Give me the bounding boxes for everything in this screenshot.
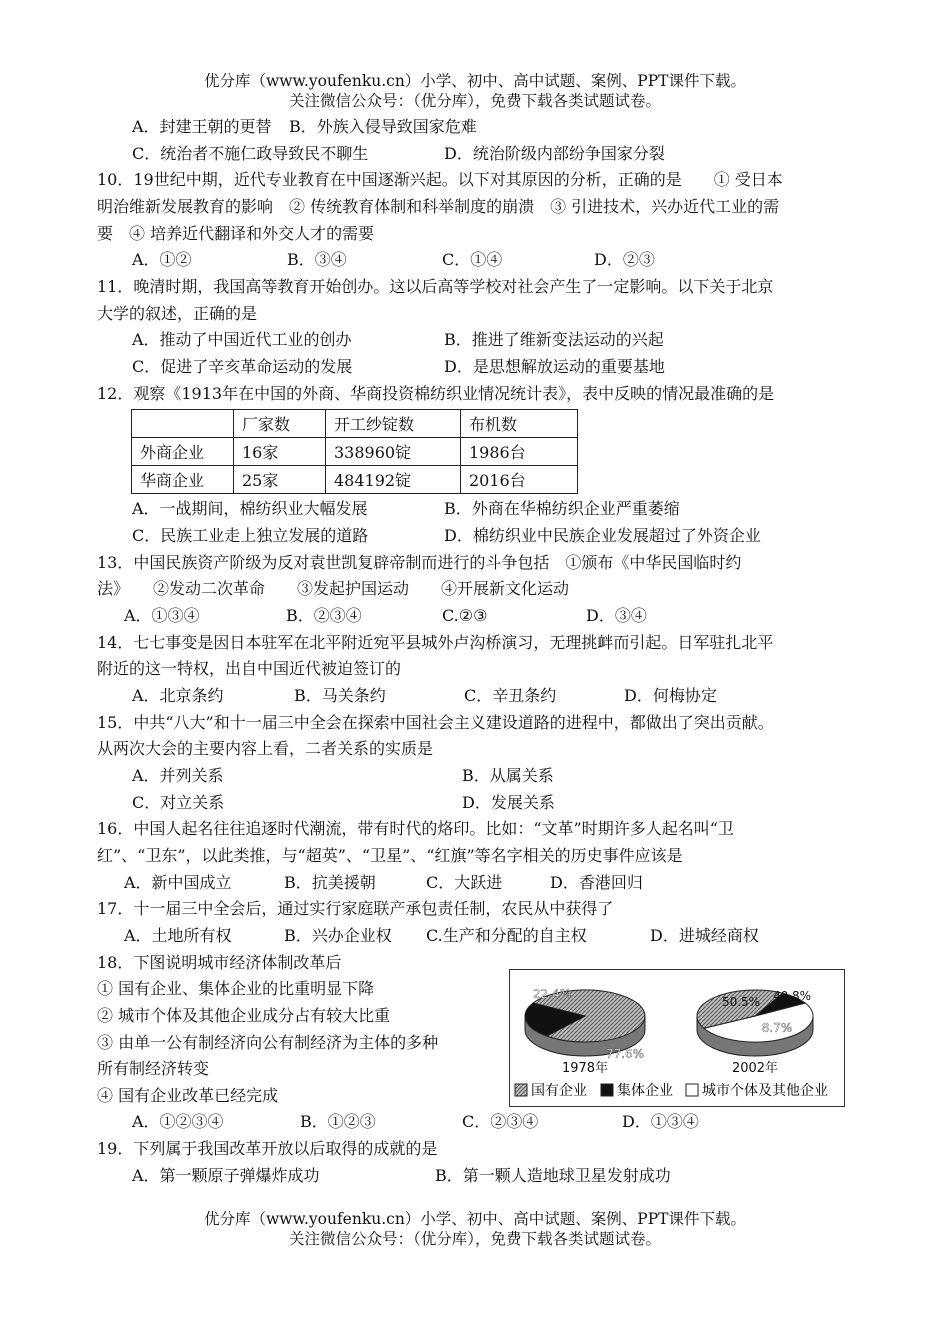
table-header-cell	[132, 410, 234, 438]
q12-statistics-table	[131, 409, 578, 494]
q10-option-a[interactable]: A．①②	[132, 250, 192, 269]
table-header-cell: 厂家数	[234, 410, 326, 438]
q11-stem-line-2: 大学的叙述，正确的是	[97, 304, 258, 323]
q9-option-d[interactable]: D．统治阶级内部纷争国家分裂	[444, 144, 665, 163]
q13-option-a[interactable]: A．①③④	[124, 606, 200, 625]
pie-year-label: 1978年	[561, 1061, 609, 1076]
table-cell: 2016台	[461, 466, 578, 494]
q15-option-b[interactable]: B．从属关系	[462, 766, 554, 785]
q18-option-d[interactable]: D．①③④	[622, 1112, 699, 1131]
pie-data-label: 40.8%	[772, 989, 812, 1003]
q14-option-d[interactable]: D．何梅协定	[624, 686, 717, 705]
table-cell: 华商企业	[132, 466, 234, 494]
pie-data-label: 77.6%	[605, 1047, 645, 1061]
q14-option-c[interactable]: C．辛丑条约	[464, 686, 557, 705]
q15-stem-line-2: 从两次大会的主要内容上看，二者关系的实质是	[97, 739, 434, 758]
q16-option-a[interactable]: A．新中国成立	[124, 873, 232, 892]
q15-option-d[interactable]: D．发展关系	[462, 793, 555, 812]
q12-stem-line-1: 12．观察《1913年在中国的外商、华商投资棉纺织业情况统计表》，表中反映的情况最准确的是	[97, 384, 775, 403]
footer-line-2: 关注微信公众号：（优分库），免费下载各类试题试卷。	[288, 1230, 661, 1248]
q9-option-c[interactable]: C．统治者不施仁政导致民不聊生	[132, 144, 369, 163]
q16-stem-line-2: 红”、“卫东”，以此类推，与“超英”、“卫星”、“红旗”等名字相关的历史事件应该是	[97, 846, 683, 865]
q18-stem-line-1: 18．下图说明城市经济体制改革后	[97, 953, 342, 972]
q15-option-c[interactable]: C．对立关系	[132, 793, 225, 812]
q15-stem-line-1: 15．中共“八大”和十一届三中全会在探索中国社会主义建设道路的进程中，都做出了突出贡献。	[97, 713, 774, 732]
q13-option-c[interactable]: C.②③	[442, 606, 488, 625]
q18-statement-4: ④ 国有企业改革已经完成	[97, 1086, 279, 1105]
legend-label-state: 国有企业	[531, 1083, 587, 1099]
q9-option-a[interactable]: A．封建王朝的更替	[132, 117, 272, 136]
q18-option-a[interactable]: A．①②③④	[132, 1112, 224, 1131]
q9-option-b[interactable]: B．外族入侵导致国家危难	[289, 117, 477, 136]
table-cell: 外商企业	[132, 438, 234, 466]
table-cell: 338960锭	[326, 438, 461, 466]
q17-stem-line-1: 17．十一届三中全会后，通过实行家庭联产承包责任制，农民从中获得了	[97, 899, 614, 918]
pie-chart-svg	[510, 970, 844, 1106]
q11-option-b[interactable]: B．推进了维新变法运动的兴起	[444, 330, 664, 349]
pie-data-label: 50.5%	[721, 995, 761, 1009]
q14-option-a[interactable]: A．北京条约	[132, 686, 224, 705]
legend-label-collective: 集体企业	[617, 1083, 673, 1099]
q11-stem-line-1: 11．晚清时期，我国高等教育开始创办。这以后高等学校对社会产生了一定影响。以下关于北京	[97, 277, 774, 296]
q10-option-c[interactable]: C．①④	[442, 250, 503, 269]
table-cell: 484192锭	[326, 466, 461, 494]
q18-pie-chart-figure	[509, 969, 845, 1107]
q13-stem-line-2: 法》 ②发动二次革命 ③发起护国运动 ④开展新文化运动	[97, 579, 570, 598]
q16-option-b[interactable]: B．抗美援朝	[284, 873, 376, 892]
q12-option-c[interactable]: C．民族工业走上独立发展的道路	[132, 526, 369, 545]
table-row	[132, 438, 578, 466]
q12-option-d[interactable]: D．棉纺织业中民族企业发展超过了外资企业	[444, 526, 761, 545]
q10-stem-line-1: 10．19世纪中期，近代专业教育在中国逐渐兴起。以下对其原因的分析，正确的是 ① 受日本	[97, 170, 783, 189]
q16-option-d[interactable]: D．香港回归	[550, 873, 643, 892]
q19-option-a[interactable]: A．第一颗原子弹爆炸成功	[132, 1166, 320, 1185]
q10-option-b[interactable]: B．③④	[287, 250, 347, 269]
q17-option-c[interactable]: C.生产和分配的自主权	[426, 926, 587, 945]
q18-statement-1: ① 国有企业、集体企业的比重明显下降	[97, 979, 375, 998]
q10-stem-line-3: 要 ④ 培养近代翻译和外交人才的需要	[97, 224, 375, 243]
table-row	[132, 466, 578, 494]
table-header-cell: 布机数	[461, 410, 578, 438]
q11-option-c[interactable]: C．促进了辛亥革命运动的发展	[132, 357, 353, 376]
legend-swatch-private	[686, 1084, 698, 1096]
pie-data-label: 8.7%	[761, 1021, 793, 1035]
q14-stem-line-1: 14．七七事变是因日本驻军在北平附近宛平县城外卢沟桥演习，无理挑衅而引起。日军驻扎北平	[97, 633, 774, 652]
q13-stem-line-1: 13．中国民族资产阶级为反对袁世凯复辟帝制而进行的斗争包括 ①颁布《中华民国临时约	[97, 553, 742, 572]
q18-option-c[interactable]: C．②③④	[462, 1112, 539, 1131]
q16-stem-line-1: 16．中国人起名往往追逐时代潮流，带有时代的烙印。比如：“文革”时期许多人起名叫“卫	[97, 819, 734, 838]
table-cell: 25家	[234, 466, 326, 494]
footer-line-1: 优分库（www.youfenku.cn）小学、初中、高中试题、案例、PPT课件下载。	[203, 1210, 747, 1228]
header-line-1: 优分库（www.youfenku.cn）小学、初中、高中试题、案例、PPT课件下载。	[203, 72, 747, 90]
q14-stem-line-2: 附近的这一特权，出自中国近代被迫签订的	[97, 659, 402, 678]
q13-option-b[interactable]: B．②③④	[286, 606, 362, 625]
table-cell: 1986台	[461, 438, 578, 466]
q14-option-b[interactable]: B．马关条约	[294, 686, 386, 705]
table-header-cell: 开工纱锭数	[326, 410, 461, 438]
legend-swatch-state	[515, 1084, 527, 1096]
q10-option-d[interactable]: D．②③	[594, 250, 655, 269]
q19-stem-line-1: 19．下列属于我国改革开放以后取得的成就的是	[97, 1139, 438, 1158]
q18-statement-3-cont: 所有制经济转变	[97, 1059, 210, 1078]
table-cell: 16家	[234, 438, 326, 466]
q16-option-c[interactable]: C．大跃进	[426, 873, 503, 892]
legend-swatch-collective	[601, 1084, 613, 1096]
q17-option-d[interactable]: D．进城经商权	[650, 926, 759, 945]
q12-option-b[interactable]: B．外商在华棉纺织企业严重萎缩	[444, 499, 680, 518]
q18-option-b[interactable]: B．①②③	[300, 1112, 376, 1131]
q18-statement-3: ③ 由单一公有制经济向公有制经济为主体的多种	[97, 1033, 439, 1052]
q19-option-b[interactable]: B．第一颗人造地球卫星发射成功	[435, 1166, 671, 1185]
header-line-2: 关注微信公众号：（优分库），免费下载各类试题试卷。	[288, 92, 661, 110]
pie-year-label: 2002年	[731, 1061, 779, 1076]
pie-data-label: 22.4%	[532, 987, 572, 1001]
legend-label-private: 城市个体及其他企业	[702, 1083, 828, 1099]
q15-option-a[interactable]: A．并列关系	[132, 766, 224, 785]
q12-option-a[interactable]: A．一战期间，棉纺织业大幅发展	[132, 499, 368, 518]
q17-option-b[interactable]: B．兴办企业权	[284, 926, 392, 945]
q18-statement-2: ② 城市个体及其他企业成分占有较大比重	[97, 1006, 391, 1025]
q11-option-d[interactable]: D．是思想解放运动的重要基地	[444, 357, 665, 376]
q13-option-d[interactable]: D．③④	[586, 606, 647, 625]
q11-option-a[interactable]: A．推动了中国近代工业的创办	[132, 330, 352, 349]
q10-stem-line-2: 明治维新发展教育的影响 ② 传统教育体制和科举制度的崩溃 ③ 引进技术，兴办近代工业的需	[97, 197, 780, 216]
table-header-row	[132, 410, 578, 438]
q17-option-a[interactable]: A．土地所有权	[124, 926, 232, 945]
